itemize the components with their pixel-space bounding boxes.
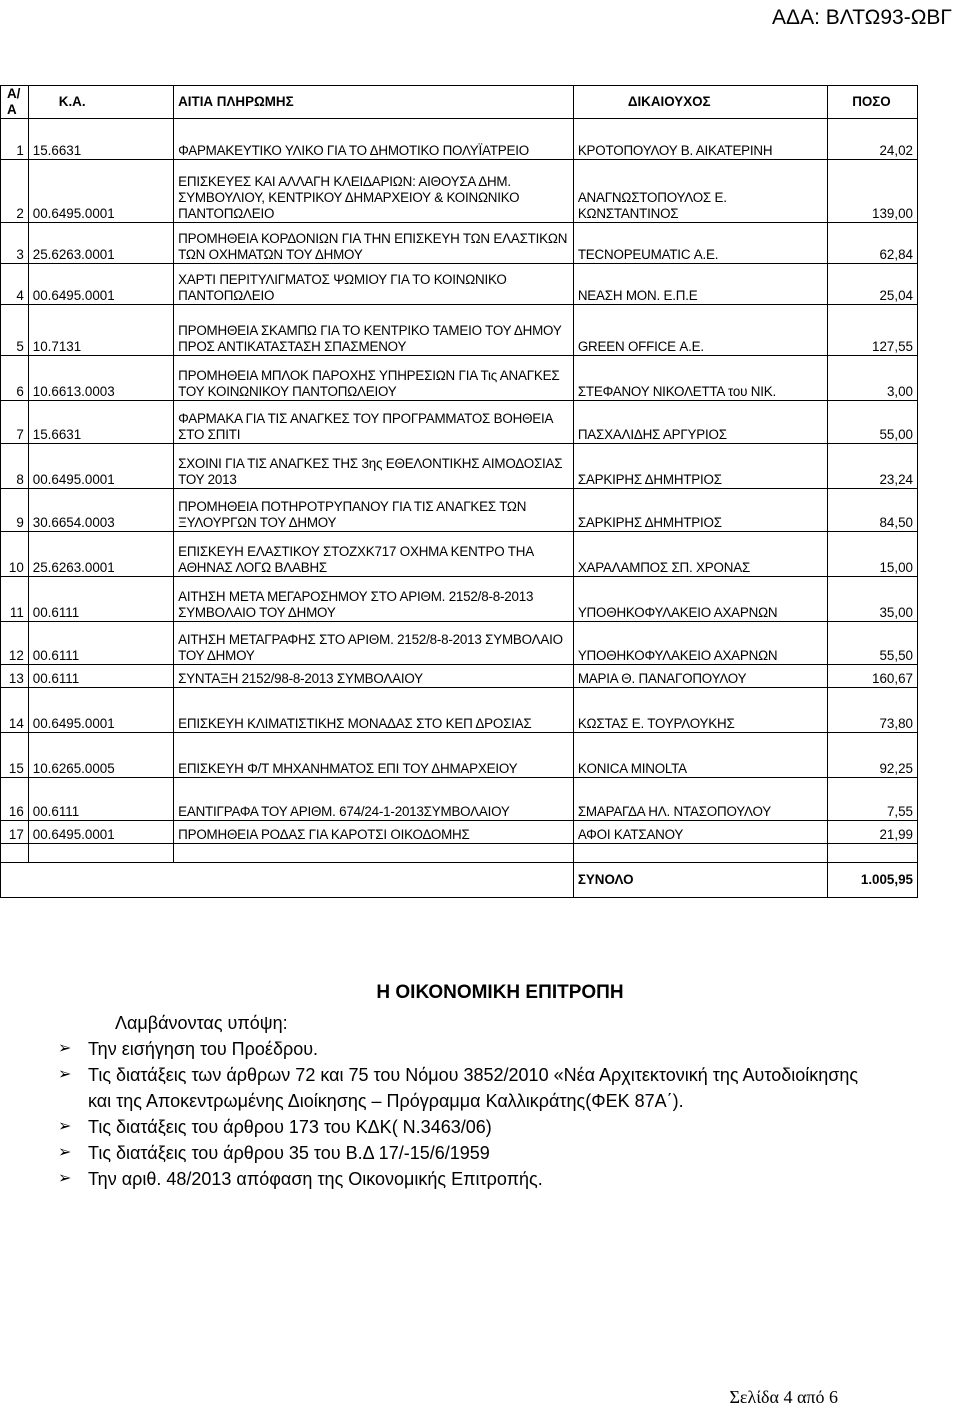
row-beneficiary: ΝΕΑΣΗ ΜΟΝ. Ε.Π.Ε	[573, 264, 827, 305]
row-number: 13	[1, 665, 29, 688]
row-cause: ΕΠΙΣΚΕΥΗ ΕΛΑΣΤΙΚΟΥ ΣΤΟΖΧΚ717 ΟΧΗΜΑ ΚΕΝΤΡΟ ΤΗΑ ΑΘΗΝΑΣ ΛΟΓΩ ΒΛΑΒΗΣ	[174, 532, 574, 577]
row-cause: ΕΠΙΣΚΕΥΗ ΚΛΙΜΑΤΙΣΤΙΚΗΣ ΜΟΝΑΔΑΣ ΣΤΟ ΚΕΠ ΔΡΟΣΙΑΣ	[174, 688, 574, 733]
col-ka-header: Κ.Α.	[28, 86, 173, 119]
row-amount: 127,55	[828, 305, 918, 356]
row-beneficiary: ΚΡΟΤΟΠΟΥΛΟΥ Β. ΑΙΚΑΤΕΡΙΝΗ	[573, 119, 827, 160]
row-ka: 00.6495.0001	[28, 444, 173, 489]
row-cause: ΕΑΝΤΙΓΡΑΦΑ ΤΟΥ ΑΡΙΘΜ. 674/24-1-2013ΣΥΜΒΟΛΑΙΟΥ	[174, 778, 574, 821]
row-cause: ΠΡΟΜΗΘΕΙΑ ΜΠΛΟΚ ΠΑΡΟΧΗΣ ΥΠΗΡΕΣΙΩΝ ΓΙΑ Τις ΑΝΑΓΚΕΣ ΤΟΥ ΚΟΙΝΩΝΙΚΟΥ ΠΑΝΤΟΠΩΛΕΙΟΥ	[174, 356, 574, 401]
row-ka: 00.6495.0001	[28, 264, 173, 305]
row-amount: 25,04	[828, 264, 918, 305]
arrow-bullet-icon: ➢	[58, 1170, 72, 1187]
row-ka: 00.6495.0001	[28, 821, 173, 844]
table-row	[1, 821, 918, 844]
table-row	[1, 532, 918, 577]
table-row	[1, 119, 918, 160]
table-row	[1, 577, 918, 622]
table-row	[1, 778, 918, 821]
consideration-text: Τις διατάξεις του άρθρου 35 του Β.Δ 17/-15/6/1959	[88, 1143, 490, 1163]
row-amount: 21,99	[828, 821, 918, 844]
row-ka: 10.6613.0003	[28, 356, 173, 401]
row-ka: 00.6111	[28, 577, 173, 622]
row-beneficiary: ΣΑΡΚΙΡΗΣ ΔΗΜΗΤΡΙΟΣ	[573, 444, 827, 489]
row-cause: ΑΙΤΗΣΗ ΜΕΤΑ ΜΕΓΑΡΟΣΗΜΟΥ ΣΤΟ ΑΡΙΘΜ. 2152/8-8-2013 ΣΥΜΒΟΛΑΙΟ ΤΟΥ ΔΗΜΟΥ	[174, 577, 574, 622]
page-number: Σελίδα 4 από 6	[729, 1387, 838, 1407]
row-beneficiary: ΑΝΑΓΝΩΣΤΟΠΟΥΛΟΣ Ε. ΚΩΝΣΤΑΝΤΙΝΟΣ	[573, 160, 827, 223]
row-ka: 15.6631	[28, 401, 173, 444]
row-cause: ΠΡΟΜΗΘΕΙΑ ΚΟΡΔΟΝΙΩΝ ΓΙΑ ΤΗΝ ΕΠΙΣΚΕΥΗ ΤΩΝ ΕΛΑΣΤΙΚΩΝ ΤΩΝ ΟΧΗΜΑΤΩΝ ΤΟΥ ΔΗΜΟΥ	[174, 223, 574, 264]
row-amount: 35,00	[828, 577, 918, 622]
row-cause: ΠΡΟΜΗΘΕΙΑ ΡΟΔΑΣ ΓΙΑ ΚΑΡΟΤΣΙ ΟΙΚΟΔΟΜΗΣ	[174, 821, 574, 844]
arrow-bullet-icon: ➢	[58, 1040, 72, 1057]
committee-heading: Η ΟΙΚΟΝΟΜΙΚΗ ΕΠΙΤΡΟΠΗ	[376, 982, 624, 1003]
row-beneficiary: ΠΑΣΧΑΛΙΔΗΣ ΑΡΓΥΡΙΟΣ	[573, 401, 827, 444]
row-number: 4	[1, 264, 29, 305]
table-row	[1, 444, 918, 489]
row-amount: 62,84	[828, 223, 918, 264]
row-cause: ΣΥΝΤΑΞΗ 2152/98-8-2013 ΣΥΜΒΟΛΑΙΟΥ	[174, 665, 574, 688]
row-number: 7	[1, 401, 29, 444]
empty-row	[1, 844, 918, 863]
col-beneficiary-header: ΔΙΚΑΙΟΥΧΟΣ	[573, 86, 827, 119]
row-number: 1	[1, 119, 29, 160]
row-number: 17	[1, 821, 29, 844]
row-cause: ΣΧΟΙΝΙ ΓΙΑ ΤΙΣ ΑΝΑΓΚΕΣ ΤΗΣ 3ης ΕΘΕΛΟΝΤΙΚΗΣ ΑΙΜΟΔΟΣΙΑΣ ΤΟΥ 2013	[174, 444, 574, 489]
arrow-bullet-icon: ➢	[58, 1144, 72, 1161]
row-ka: 00.6495.0001	[28, 160, 173, 223]
row-cause: ΠΡΟΜΗΘΕΙΑ ΣΚΑΜΠΩ ΓΙΑ ΤΟ ΚΕΝΤΡΙΚΟ ΤΑΜΕΙΟ ΤΟΥ ΔΗΜΟΥ ΠΡΟΣ ΑΝΤΙΚΑΤΑΣΤΑΣΗ ΣΠΑΣΜΕΝΟΥ	[174, 305, 574, 356]
row-amount: 139,00	[828, 160, 918, 223]
row-cause: ΑΙΤΗΣΗ ΜΕΤΑΓΡΑΦΗΣ ΣΤΟ ΑΡΙΘΜ. 2152/8-8-2013 ΣΥΜΒΟΛΑΙΟ ΤΟΥ ΔΗΜΟΥ	[174, 622, 574, 665]
row-beneficiary: TECNOPEUMATIC Α.Ε.	[573, 223, 827, 264]
table-row	[1, 733, 918, 778]
empty-cell	[174, 844, 574, 863]
row-cause: ΕΠΙΣΚΕΥΕΣ ΚΑΙ ΑΛΛΑΓΗ ΚΛΕΙΔΑΡΙΩΝ: ΑΙΘΟΥΣΑ ΔΗΜ. ΣΥΜΒΟΥΛΙΟΥ, ΚΕΝΤΡΙΚΟΥ ΔΗΜΑΡΧΕΙΟΥ & ΚΟΙΝΩΝΙΚΟ ΠΑΝΤΟΠΩΛΕΙΟ	[174, 160, 574, 223]
row-number: 10	[1, 532, 29, 577]
row-cause: ΠΡΟΜΗΘΕΙΑ ΠΟΤΗΡΟΤΡΥΠΑΝΟΥ ΓΙΑ ΤΙΣ ΑΝΑΓΚΕΣ ΤΩΝ ΞΥΛΟΥΡΓΩΝ ΤΟΥ ΔΗΜΟΥ	[174, 489, 574, 532]
row-cause: ΦΑΡΜΑΚΑ ΓΙΑ ΤΙΣ ΑΝΑΓΚΕΣ ΤΟΥ ΠΡΟΓΡΑΜΜΑΤΟΣ ΒΟΗΘΕΙΑ ΣΤΟ ΣΠΙΤΙ	[174, 401, 574, 444]
row-amount: 15,00	[828, 532, 918, 577]
row-beneficiary: ΧΑΡΑΛΑΜΠΟΣ ΣΠ. ΧΡΟΝΑΣ	[573, 532, 827, 577]
total-row	[1, 863, 918, 898]
ada-code: ΑΔΑ: ΒΛΤΩ93-ΩΒΓ	[772, 6, 952, 29]
row-amount: 3,00	[828, 356, 918, 401]
table-row	[1, 688, 918, 733]
row-amount: 73,80	[828, 688, 918, 733]
row-cause: ΕΠΙΣΚΕΥΗ Φ/Τ ΜΗΧΑΝΗΜΑΤΟΣ ΕΠΙ ΤΟΥ ΔΗΜΑΡΧΕΙΟΥ	[174, 733, 574, 778]
row-beneficiary: ΚΩΣΤΑΣ Ε. ΤΟΥΡΛΟΥΚΗΣ	[573, 688, 827, 733]
table-row	[1, 401, 918, 444]
row-beneficiary: GREEN OFFICE Α.Ε.	[573, 305, 827, 356]
row-cause: ΦΑΡΜΑΚΕΥΤΙΚΟ ΥΛΙΚΟ ΓΙΑ ΤΟ ΔΗΜΟΤΙΚΟ ΠΟΛΥΪΑΤΡΕΙΟ	[174, 119, 574, 160]
consideration-text: Την εισήγηση του Προέδρου.	[88, 1039, 319, 1059]
row-beneficiary: ΣΤΕΦΑΝΟΥ ΝΙΚΟΛΕΤΤΑ του ΝΙΚ.	[573, 356, 827, 401]
table-row	[1, 160, 918, 223]
consideration-item	[58, 1036, 878, 1062]
consideration-item	[58, 1140, 878, 1166]
row-beneficiary: ΣΑΡΚΙΡΗΣ ΔΗΜΗΤΡΙΟΣ	[573, 489, 827, 532]
table-body	[1, 119, 918, 898]
col-aa-header: Α/Α	[1, 86, 29, 119]
arrow-bullet-icon: ➢	[58, 1118, 72, 1135]
total-label: ΣΥΝΟΛΟ	[573, 863, 827, 898]
row-beneficiary: ΥΠΟΘΗΚΟΦΥΛΑΚΕΙΟ ΑΧΑΡΝΩΝ	[573, 577, 827, 622]
row-beneficiary: ΜΑΡΙΑ Θ. ΠΑΝΑΓΟΠΟΥΛΟΥ	[573, 665, 827, 688]
row-number: 12	[1, 622, 29, 665]
table-row	[1, 305, 918, 356]
row-number: 2	[1, 160, 29, 223]
row-amount: 7,55	[828, 778, 918, 821]
table-row	[1, 665, 918, 688]
row-beneficiary: ΥΠΟΘΗΚΟΦΥΛΑΚΕΙΟ ΑΧΑΡΝΩΝ	[573, 622, 827, 665]
row-amount: 24,02	[828, 119, 918, 160]
row-number: 9	[1, 489, 29, 532]
row-cause: ΧΑΡΤΙ ΠΕΡΙΤΥΛΙΓΜΑΤΟΣ ΨΩΜΙΟΥ ΓΙΑ ΤΟ ΚΟΙΝΩΝΙΚΟ ΠΑΝΤΟΠΩΛΕΙΟ	[174, 264, 574, 305]
col-cause-header: ΑΙΤΙΑ ΠΛΗΡΩΜΗΣ	[174, 86, 574, 119]
row-number: 5	[1, 305, 29, 356]
row-ka: 00.6495.0001	[28, 688, 173, 733]
row-amount: 55,50	[828, 622, 918, 665]
table-row	[1, 264, 918, 305]
consideration-text: Την αριθ. 48/2013 απόφαση της Οικονομικής Επιτροπής.	[88, 1169, 543, 1189]
row-ka: 15.6631	[28, 119, 173, 160]
row-ka: 25.6263.0001	[28, 223, 173, 264]
row-ka: 10.6265.0005	[28, 733, 173, 778]
considerations-list	[58, 1036, 878, 1192]
table-row	[1, 489, 918, 532]
row-ka: 00.6111	[28, 778, 173, 821]
empty-cell	[28, 844, 173, 863]
arrow-bullet-icon: ➢	[58, 1066, 72, 1083]
row-number: 3	[1, 223, 29, 264]
row-ka: 00.6111	[28, 665, 173, 688]
row-number: 8	[1, 444, 29, 489]
row-ka: 30.6654.0003	[28, 489, 173, 532]
consideration-item	[58, 1166, 878, 1192]
consideration-text: Τις διατάξεις των άρθρων 72 και 75 του Νόμου 3852/2010 «Νέα Αρχιτεκτονική της Αυτοδιοίκησης και της Αποκεντρωμένης Διοίκησης – Πρόγραμμα Καλλικράτης(ΦΕΚ 87Α΄).	[88, 1065, 859, 1111]
row-beneficiary: ΣΜΑΡΑΓΔΑ ΗΛ. ΝΤΑΣΟΠΟΥΛΟΥ	[573, 778, 827, 821]
empty-cell	[1, 844, 29, 863]
row-amount: 92,25	[828, 733, 918, 778]
empty-cell	[573, 844, 827, 863]
row-number: 16	[1, 778, 29, 821]
row-beneficiary: KONICA MINOLTA	[573, 733, 827, 778]
row-number: 6	[1, 356, 29, 401]
consideration-text: Τις διατάξεις του άρθρου 173 του ΚΔΚ( Ν.3463/06)	[88, 1117, 492, 1137]
col-amount-header: ΠΟΣΟ	[828, 86, 918, 119]
empty-cell	[828, 844, 918, 863]
table-row	[1, 223, 918, 264]
total-value: 1.005,95	[828, 863, 918, 898]
payments-table	[0, 85, 918, 898]
table-row	[1, 622, 918, 665]
row-number: 14	[1, 688, 29, 733]
consideration-item	[58, 1062, 878, 1114]
row-number: 11	[1, 577, 29, 622]
consideration-item	[58, 1114, 878, 1140]
row-ka: 25.6263.0001	[28, 532, 173, 577]
considering-intro: Λαμβάνοντας υπόψη:	[115, 1013, 288, 1033]
row-ka: 10.7131	[28, 305, 173, 356]
row-amount: 84,50	[828, 489, 918, 532]
row-amount: 160,67	[828, 665, 918, 688]
row-amount: 55,00	[828, 401, 918, 444]
table-header-row	[1, 86, 918, 119]
row-ka: 00.6111	[28, 622, 173, 665]
row-number: 15	[1, 733, 29, 778]
row-amount: 23,24	[828, 444, 918, 489]
table-row	[1, 356, 918, 401]
total-blank-cell	[1, 863, 574, 898]
row-beneficiary: ΑΦΟΙ ΚΑΤΣΑΝΟΥ	[573, 821, 827, 844]
